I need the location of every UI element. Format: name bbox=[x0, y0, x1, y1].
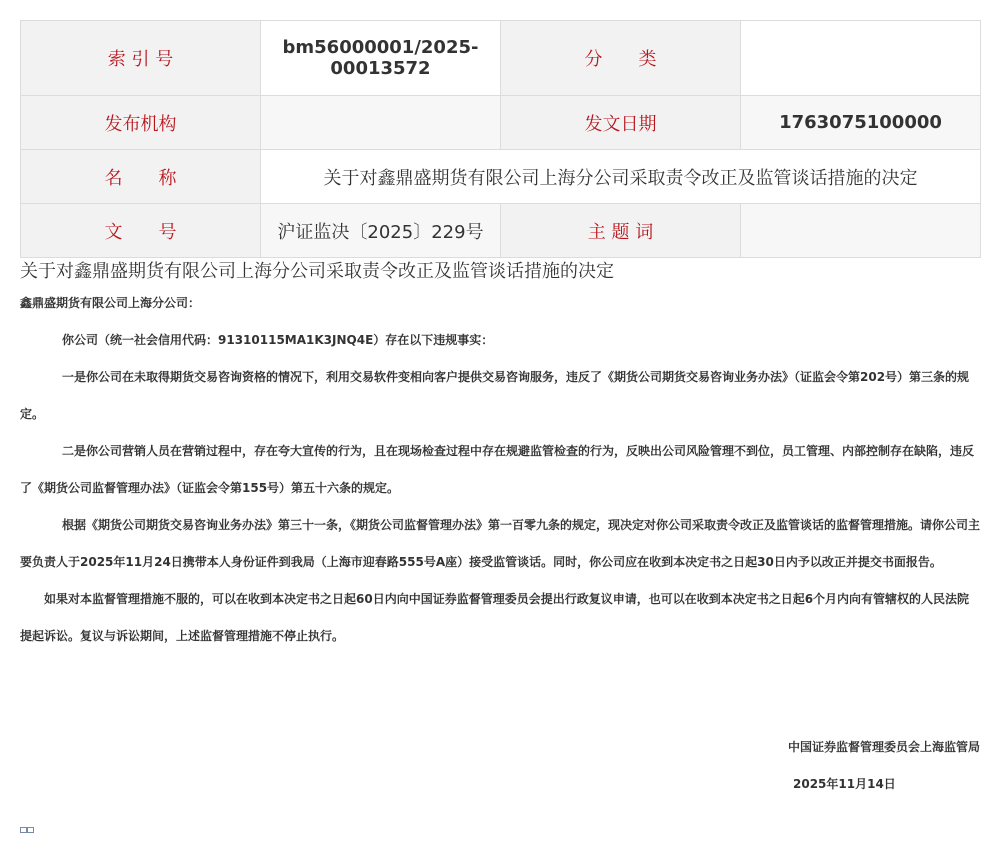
docno-label: 文 号 bbox=[21, 204, 261, 258]
date-label: 发文日期 bbox=[501, 96, 741, 150]
keywords-label: 主 题 词 bbox=[501, 204, 741, 258]
keywords-value bbox=[741, 204, 981, 258]
publisher-label: 发布机构 bbox=[21, 96, 261, 150]
document-body bbox=[20, 285, 980, 655]
document-title: 关于对鑫鼎盛期货有限公司上海分公司采取责令改正及监管谈话措施的决定 bbox=[20, 261, 614, 282]
paragraph-2: 一是你公司在未取得期货交易咨询资格的情况下，利用交易软件变相向客户提供交易咨询服务，违反了《期货公司期货交易咨询业务办法》（证监会令第202号）第三条的规定。 bbox=[20, 370, 970, 421]
index-value: bm56000001/2025-00013572 bbox=[261, 21, 501, 96]
addressee: 鑫鼎盛期货有限公司上海分公司： bbox=[20, 296, 201, 310]
paragraph-4: 根据《期货公司期货交易咨询业务办法》第三十一条，《期货公司监督管理办法》第一百零九条的规定，现决定对你公司采取责令改正及监管谈话的监督管理措施。请你公司主要负责人于2025年11月24日携带本人身份证件到我局（上海市迎春路555号A座）接受监管谈话。同时，你公司应在收到本决定书之日起30日内予以改正并提交书面报告。 bbox=[20, 518, 981, 569]
category-label: 分 类 bbox=[501, 21, 741, 96]
sign-date: 2025年11月14日 bbox=[793, 777, 896, 791]
meta-row-publisher bbox=[21, 96, 981, 150]
paragraph-1: 你公司（统一社会信用代码：91310115MA1K3JNQ4E）存在以下违规事实： bbox=[62, 333, 494, 347]
document-metadata-table bbox=[20, 20, 981, 258]
paragraph-5: 如果对本监督管理措施不服的，可以在收到本决定书之日起60日内向中国证券监督管理委员会提出行政复议申请，也可以在收到本决定书之日起6个月内向有管辖权的人民法院提起诉讼。复议与诉讼期间，上述监督管理措施不停止执行。 bbox=[20, 592, 970, 643]
docno-value: 沪证监决〔2025〕229号 bbox=[261, 204, 501, 258]
name-label: 名 称 bbox=[21, 150, 261, 204]
meta-row-name bbox=[21, 150, 981, 204]
meta-row-index bbox=[21, 21, 981, 96]
attachment-icon[interactable] bbox=[20, 819, 34, 827]
paragraph-3: 二是你公司营销人员在营销过程中，存在夸大宣传的行为，且在现场检查过程中存在规避监管检查的行为，反映出公司风险管理不到位，员工管理、内部控制存在缺陷，违反了《期货公司监督管理办法》（证监会令第155号）第五十六条的规定。 bbox=[20, 444, 975, 495]
date-value: 1763075100000 bbox=[741, 96, 981, 150]
category-value bbox=[741, 21, 981, 96]
index-label: 索 引 号 bbox=[21, 21, 261, 96]
signer: 中国证券监督管理委员会上海监管局 bbox=[787, 740, 980, 754]
name-value: 关于对鑫鼎盛期货有限公司上海分公司采取责令改正及监管谈话措施的决定 bbox=[261, 150, 981, 204]
meta-row-docno bbox=[21, 204, 981, 258]
publisher-value bbox=[261, 96, 501, 150]
